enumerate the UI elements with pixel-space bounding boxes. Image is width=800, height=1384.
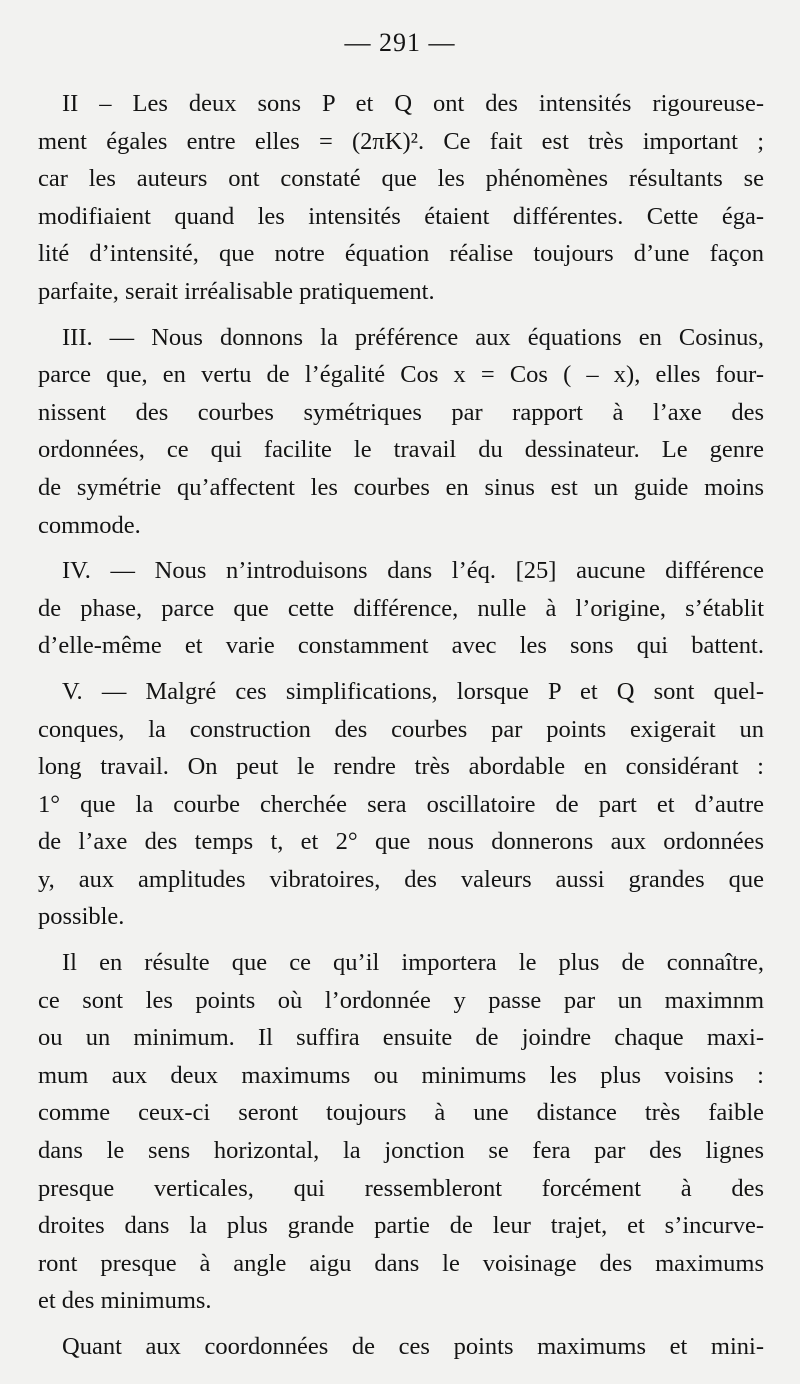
paragraph-ii xyxy=(38,85,764,311)
page-number: — 291 — xyxy=(344,28,456,57)
text-line: Quant aux coordonnées de ces points maximums et mini- xyxy=(62,1333,764,1360)
text-line: Il en résulte que ce qu’il importera le plus de connaître, xyxy=(62,949,764,977)
text-line: II – Les deux sons P et Q ont des intensités rigoureuse- xyxy=(62,90,764,117)
text-line: possible. xyxy=(38,903,125,931)
text-line: modifiaient quand les intensités étaient différentes. Cette éga- xyxy=(38,202,764,230)
text-line: long travail. On peut le rendre très abordable en considérant : xyxy=(38,753,764,781)
text-line: y, aux amplitudes vibratoires, des valeurs aussi grandes que xyxy=(38,865,764,893)
paragraph-coordinates xyxy=(38,1328,764,1366)
text-line: de symétrie qu’affectent les courbes en sinus est un guide moins xyxy=(38,473,764,501)
text-line: parce que, en vertu de l’égalité Cos x = Cos ( – x), elles four- xyxy=(38,361,764,389)
text-line: ou un minimum. Il suffira ensuite de joindre chaque maxi- xyxy=(38,1024,764,1052)
paragraph-iii xyxy=(38,319,764,545)
text-line: presque verticales, qui ressembleront forcément à des xyxy=(38,1174,764,1202)
text-line: dans le sens horizontal, la jonction se fera par des lignes xyxy=(38,1137,764,1165)
body-text xyxy=(38,85,764,1374)
text-line: droites dans la plus grande partie de leur trajet, et s’incurve- xyxy=(38,1212,764,1240)
text-line: IV. — Nous n’introduisons dans l’éq. [25] aucune différence xyxy=(62,557,764,585)
text-line: comme ceux-ci seront toujours à une distance très faible xyxy=(38,1099,764,1127)
text-line: ordonnées, ce qui facilite le travail du dessinateur. Le genre xyxy=(38,436,764,464)
text-line: ce sont les points où l’ordonnée y passe par un maximnm xyxy=(38,986,764,1014)
text-line: et des minimums. xyxy=(38,1287,212,1315)
text-line: d’elle-même et varie constamment avec les sons qui battent. xyxy=(38,632,764,660)
text-line: de l’axe des temps t, et 2° que nous donnerons aux ordonnées xyxy=(38,828,764,856)
text-line: commode. xyxy=(38,511,141,539)
text-line: III. — Nous donnons la préférence aux équations en Cosinus, xyxy=(62,323,764,351)
text-line: ment égales entre elles = (2πK)². Ce fait est très important ; xyxy=(38,127,764,155)
text-line: V. — Malgré ces simplifications, lorsque P et Q sont quel- xyxy=(62,677,764,705)
paragraph-v xyxy=(38,673,764,936)
text-line: 1° que la courbe cherchée sera oscillatoire de part et d’autre xyxy=(38,790,764,818)
text-line: conques, la construction des courbes par points exigerait un xyxy=(38,715,764,743)
text-line: ront presque à angle aigu dans le voisinage des maximums xyxy=(38,1249,764,1277)
text-line: car les auteurs ont constaté que les phénomènes résultants se xyxy=(38,165,764,193)
paragraph-iv xyxy=(38,552,764,665)
text-line: lité d’intensité, que notre équation réalise toujours d’une façon xyxy=(38,240,764,268)
text-line: mum aux deux maximums ou minimums les plus voisins : xyxy=(38,1061,764,1089)
text-line: parfaite, serait irréalisable pratiquement. xyxy=(38,277,435,305)
text-line: de phase, parce que cette différence, nulle à l’origine, s’établit xyxy=(38,594,764,622)
paragraph-consequence xyxy=(38,944,764,1320)
text-line: nissent des courbes symétriques par rapport à l’axe des xyxy=(38,398,764,426)
